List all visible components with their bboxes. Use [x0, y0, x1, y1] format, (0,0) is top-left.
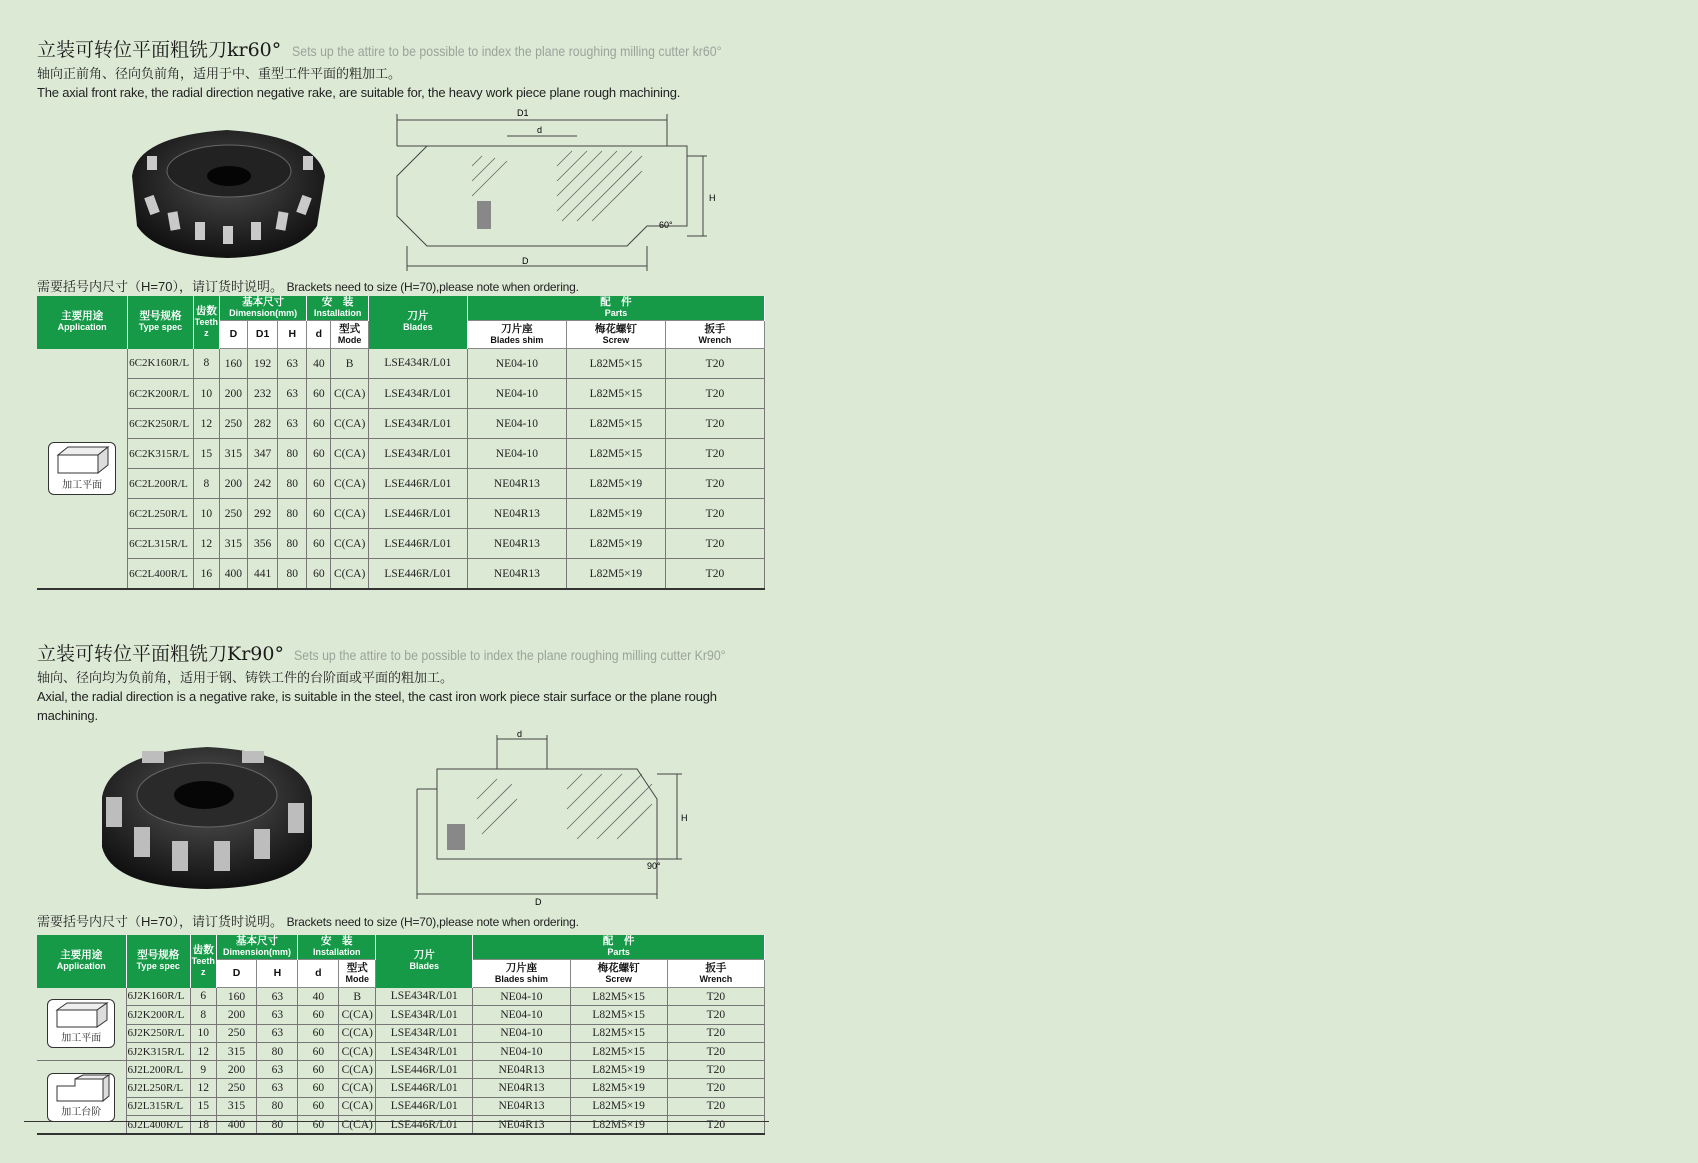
- table-cell: 6C2K200R/L: [128, 379, 194, 409]
- table-cell: 6J2K160R/L: [126, 988, 190, 1006]
- table-cell: 16: [193, 559, 219, 590]
- table-cell: 80: [257, 1116, 298, 1135]
- table-cell: C(CA): [331, 499, 369, 529]
- col-H: H: [257, 960, 298, 988]
- col-blades: 刀片 Blades: [376, 935, 473, 988]
- col-screw: 梅花螺钉 Screw: [570, 960, 667, 988]
- col-D: D: [219, 321, 247, 349]
- table-cell: T20: [665, 349, 764, 379]
- table-row: [37, 1006, 765, 1024]
- table-cell: NE04-10: [467, 409, 566, 439]
- table-cell: C(CA): [331, 409, 369, 439]
- table-cell: T20: [667, 1024, 764, 1042]
- table-cell: NE04-10: [473, 988, 570, 1006]
- table-cell: NE04-10: [467, 349, 566, 379]
- col-installation: 安 装 Installation: [307, 296, 369, 321]
- table-cell: LSE434R/L01: [376, 988, 473, 1006]
- table-cell: 40: [307, 349, 331, 379]
- table-cell: 10: [190, 1024, 216, 1042]
- table-cell: 60: [307, 439, 331, 469]
- table-cell: 6: [190, 988, 216, 1006]
- col-mode: 型式 Mode: [331, 321, 369, 349]
- table-cell: 60: [307, 409, 331, 439]
- description-cn: 轴向正前角、径向负前角，适用于中、重型工件平面的粗加工。: [37, 66, 402, 81]
- table-cell: LSE434R/L01: [376, 1006, 473, 1024]
- table-cell: L82M5×15: [570, 1042, 667, 1060]
- table-cell: 232: [247, 379, 277, 409]
- table-cell: 200: [219, 379, 247, 409]
- table-cell: 6J2L400R/L: [126, 1116, 190, 1135]
- table-cell: 6C2L400R/L: [128, 559, 194, 590]
- col-shim: 刀片座 Blades shim: [473, 960, 570, 988]
- table-cell: 250: [216, 1024, 257, 1042]
- table-cell: 6C2K250R/L: [128, 409, 194, 439]
- table-cell: 60: [307, 529, 331, 559]
- order-note: [37, 278, 767, 296]
- application-cell: [37, 349, 128, 590]
- col-teeth: 齿数 Teeth z: [193, 296, 219, 349]
- order-note-en: Brackets need to size (H=70),please note when ordering.: [286, 280, 579, 294]
- table-cell: LSE446R/L01: [376, 1079, 473, 1097]
- col-shim: 刀片座 Blades shim: [467, 321, 566, 349]
- table-cell: C(CA): [339, 1042, 376, 1060]
- table-cell: B: [331, 349, 369, 379]
- table-cell: 200: [219, 469, 247, 499]
- table-cell: C(CA): [339, 1061, 376, 1079]
- table-cell: 8: [190, 1006, 216, 1024]
- description-en: The axial front rake, the radial direction negative rake, are suitable for, the heavy work piece plane rough machining.: [37, 85, 681, 100]
- cutter-photo-kr60: [117, 116, 337, 266]
- table-cell: T20: [667, 1061, 764, 1079]
- table-cell: L82M5×15: [566, 409, 665, 439]
- col-type: 型号规格 Type spec: [126, 935, 190, 988]
- table-cell: NE04R13: [473, 1061, 570, 1079]
- table-cell: NE04-10: [467, 439, 566, 469]
- table-cell: NE04R13: [473, 1079, 570, 1097]
- table-cell: 347: [247, 439, 277, 469]
- col-H: H: [278, 321, 307, 349]
- label-angle: 90°: [647, 861, 661, 871]
- table-cell: 80: [278, 499, 307, 529]
- col-parts: 配 件 Parts: [473, 935, 765, 960]
- table-cell: 60: [298, 1061, 339, 1079]
- table-cell: L82M5×19: [570, 1097, 667, 1115]
- table-cell: 80: [278, 559, 307, 590]
- order-note: [37, 913, 767, 931]
- table-cell: 60: [298, 1079, 339, 1097]
- col-installation: 安 装 Installation: [298, 935, 376, 960]
- table-row: [37, 1097, 765, 1115]
- table-cell: 80: [257, 1097, 298, 1115]
- table-cell: LSE434R/L01: [368, 409, 467, 439]
- col-screw: 梅花螺钉 Screw: [566, 321, 665, 349]
- table-cell: 8: [193, 469, 219, 499]
- table-cell: NE04R13: [467, 529, 566, 559]
- table-cell: T20: [665, 439, 764, 469]
- table-row: [37, 349, 765, 379]
- table-cell: C(CA): [339, 1006, 376, 1024]
- table-cell: L82M5×19: [570, 1079, 667, 1097]
- table-cell: LSE446R/L01: [368, 529, 467, 559]
- table-cell: C(CA): [331, 469, 369, 499]
- table-row: [37, 379, 765, 409]
- table-cell: 200: [216, 1061, 257, 1079]
- label-H: H: [681, 813, 688, 823]
- table-cell: 250: [219, 499, 247, 529]
- table-row: [37, 529, 765, 559]
- col-blades: 刀片 Blades: [368, 296, 467, 349]
- table-cell: C(CA): [339, 1116, 376, 1135]
- col-wrench: 扳手 Wrench: [667, 960, 764, 988]
- table-cell: 250: [219, 409, 247, 439]
- table-cell: NE04R13: [473, 1116, 570, 1135]
- spec-table-kr60: [37, 296, 765, 590]
- table-cell: 60: [298, 1116, 339, 1135]
- table-cell: LSE434R/L01: [368, 349, 467, 379]
- table-cell: 315: [216, 1097, 257, 1115]
- table-cell: 6C2K160R/L: [128, 349, 194, 379]
- table-cell: 400: [219, 559, 247, 590]
- table-cell: 60: [307, 379, 331, 409]
- table-cell: 400: [216, 1116, 257, 1135]
- table-cell: 6J2L200R/L: [126, 1061, 190, 1079]
- col-wrench: 扳手 Wrench: [665, 321, 764, 349]
- table-cell: 200: [216, 1006, 257, 1024]
- table-cell: NE04-10: [473, 1006, 570, 1024]
- table-cell: 6J2K250R/L: [126, 1024, 190, 1042]
- col-application: 主要用途 Application: [37, 296, 128, 349]
- table-cell: T20: [665, 559, 764, 590]
- table-row: [37, 439, 765, 469]
- table-cell: 10: [193, 499, 219, 529]
- figures: [37, 729, 767, 911]
- section-kr90: [37, 640, 767, 1135]
- table-cell: NE04-10: [473, 1024, 570, 1042]
- order-note-cn: 需要括号内尺寸（H=70），请订货时说明。: [37, 279, 283, 294]
- face-machining-icon: [47, 999, 115, 1048]
- table-cell: 60: [298, 1042, 339, 1060]
- table-cell: LSE446R/L01: [368, 469, 467, 499]
- table-cell: LSE446R/L01: [376, 1061, 473, 1079]
- cutter-drawing-kr60: [387, 106, 757, 276]
- table-cell: 250: [216, 1079, 257, 1097]
- table-cell: L82M5×19: [566, 529, 665, 559]
- table-cell: T20: [665, 379, 764, 409]
- table-row: [37, 1061, 765, 1079]
- table-cell: LSE434R/L01: [368, 379, 467, 409]
- table-cell: 160: [219, 349, 247, 379]
- bottom-rule: [24, 1121, 769, 1122]
- label-D1: D1: [517, 108, 529, 118]
- table-cell: C(CA): [331, 559, 369, 590]
- table-row: [37, 559, 765, 590]
- application-cell-face: [37, 988, 126, 1061]
- table-cell: 12: [193, 529, 219, 559]
- table-cell: 441: [247, 559, 277, 590]
- table-cell: 18: [190, 1116, 216, 1135]
- app-label: 加工平面: [62, 479, 103, 491]
- table-cell: C(CA): [339, 1024, 376, 1042]
- col-D: D: [216, 960, 257, 988]
- table-cell: 63: [278, 379, 307, 409]
- table-cell: LSE434R/L01: [376, 1042, 473, 1060]
- table-cell: 6J2K315R/L: [126, 1042, 190, 1060]
- table-cell: C(CA): [331, 439, 369, 469]
- table-cell: B: [339, 988, 376, 1006]
- col-mode: 型式 Mode: [339, 960, 376, 988]
- label-D: D: [522, 256, 529, 266]
- table-cell: 6J2L315R/L: [126, 1097, 190, 1115]
- table-cell: L82M5×19: [566, 559, 665, 590]
- col-dimension: 基本尺寸 Dimension(mm): [219, 296, 307, 321]
- label-D: D: [535, 897, 542, 907]
- table-cell: L82M5×15: [566, 349, 665, 379]
- title-en: Sets up the attire to be possible to index the plane roughing milling cutter kr60°: [291, 43, 722, 59]
- table-cell: 315: [219, 529, 247, 559]
- table-cell: C(CA): [331, 379, 369, 409]
- table-cell: 80: [257, 1042, 298, 1060]
- table-cell: LSE434R/L01: [368, 439, 467, 469]
- title-cn: 立装可转位平面粗铣刀Kr90°: [37, 643, 284, 665]
- cutter-photo-kr90: [92, 737, 322, 897]
- face-machining-icon: [48, 442, 116, 495]
- table-cell: NE04R13: [467, 499, 566, 529]
- section-kr60: [37, 36, 767, 590]
- description-en: Axial, the radial direction is a negative rake, is suitable in the steel, the cast iron work piece stair surface or the plane rough machining.: [37, 689, 717, 723]
- table-cell: L82M5×19: [566, 499, 665, 529]
- col-D1: D1: [247, 321, 277, 349]
- table-cell: 40: [298, 988, 339, 1006]
- table-cell: 63: [257, 1024, 298, 1042]
- col-application: 主要用途 Application: [37, 935, 126, 988]
- table-cell: 6J2L250R/L: [126, 1079, 190, 1097]
- table-cell: 63: [278, 409, 307, 439]
- table-row: [37, 499, 765, 529]
- table-cell: 80: [278, 439, 307, 469]
- table-cell: LSE434R/L01: [376, 1024, 473, 1042]
- title-cn: 立装可转位平面粗铣刀kr60°: [37, 39, 282, 61]
- table-cell: L82M5×15: [566, 439, 665, 469]
- table-cell: 315: [219, 439, 247, 469]
- table-cell: NE04R13: [473, 1097, 570, 1115]
- table-cell: 292: [247, 499, 277, 529]
- table-cell: 15: [193, 439, 219, 469]
- table-row: [37, 409, 765, 439]
- table-row: [37, 1042, 765, 1060]
- table-cell: 60: [307, 499, 331, 529]
- table-cell: T20: [665, 469, 764, 499]
- table-cell: C(CA): [339, 1097, 376, 1115]
- order-note-cn: 需要括号内尺寸（H=70），请订货时说明。: [37, 914, 283, 929]
- table-cell: L82M5×19: [570, 1061, 667, 1079]
- table-cell: L82M5×19: [566, 469, 665, 499]
- table-cell: 60: [298, 1006, 339, 1024]
- step-machining-icon: [47, 1073, 115, 1122]
- table-cell: LSE446R/L01: [376, 1116, 473, 1135]
- section-title: [37, 640, 767, 668]
- app-label-step: 加工台阶: [61, 1106, 102, 1118]
- table-cell: T20: [667, 1042, 764, 1060]
- table-cell: T20: [667, 988, 764, 1006]
- table-cell: 63: [278, 349, 307, 379]
- app-label-face: 加工平面: [61, 1033, 102, 1045]
- label-H: H: [709, 193, 716, 203]
- table-cell: L82M5×19: [570, 1116, 667, 1135]
- table-cell: 6C2L200R/L: [128, 469, 194, 499]
- table-cell: 192: [247, 349, 277, 379]
- table-cell: 6J2K200R/L: [126, 1006, 190, 1024]
- application-cell-step: [37, 1061, 126, 1135]
- spec-table-kr90: [37, 935, 765, 1135]
- table-cell: L82M5×15: [570, 1024, 667, 1042]
- table-cell: 6C2K315R/L: [128, 439, 194, 469]
- table-cell: 80: [278, 469, 307, 499]
- col-parts: 配 件 Parts: [467, 296, 764, 321]
- table-cell: L82M5×15: [570, 1006, 667, 1024]
- table-cell: 63: [257, 1079, 298, 1097]
- table-cell: T20: [667, 1097, 764, 1115]
- cutter-drawing-kr90: [407, 729, 747, 909]
- table-cell: 60: [307, 469, 331, 499]
- table-cell: 9: [190, 1061, 216, 1079]
- table-cell: 315: [216, 1042, 257, 1060]
- table-cell: NE04R13: [467, 469, 566, 499]
- table-cell: 63: [257, 1061, 298, 1079]
- table-cell: C(CA): [339, 1079, 376, 1097]
- table-cell: 12: [190, 1042, 216, 1060]
- col-type: 型号规格 Type spec: [128, 296, 194, 349]
- order-note-en: Brackets need to size (H=70),please note when ordering.: [286, 915, 579, 929]
- table-cell: T20: [667, 1006, 764, 1024]
- table-cell: 242: [247, 469, 277, 499]
- table-cell: 80: [278, 529, 307, 559]
- table-cell: LSE446R/L01: [376, 1097, 473, 1115]
- table-cell: 160: [216, 988, 257, 1006]
- table-cell: NE04-10: [473, 1042, 570, 1060]
- table-cell: 12: [190, 1079, 216, 1097]
- col-d: d: [307, 321, 331, 349]
- table-cell: 6C2L315R/L: [128, 529, 194, 559]
- table-cell: NE04R13: [467, 559, 566, 590]
- table-cell: 63: [257, 988, 298, 1006]
- col-dimension: 基本尺寸 Dimension(mm): [216, 935, 298, 960]
- table-row: [37, 1116, 765, 1135]
- table-row: [37, 1024, 765, 1042]
- table-cell: L82M5×15: [566, 379, 665, 409]
- figures: [37, 106, 767, 276]
- col-teeth: 齿数 Teeth z: [190, 935, 216, 988]
- table-cell: 15: [190, 1097, 216, 1115]
- table-cell: 282: [247, 409, 277, 439]
- title-en: Sets up the attire to be possible to index the plane roughing milling cutter Kr90°: [294, 647, 727, 663]
- table-cell: T20: [667, 1079, 764, 1097]
- table-cell: LSE446R/L01: [368, 559, 467, 590]
- table-row: [37, 469, 765, 499]
- table-cell: 60: [298, 1024, 339, 1042]
- description-cn: 轴向、径向均为负前角，适用于钢、铸铁工件的台阶面或平面的粗加工。: [37, 670, 454, 685]
- col-d: d: [298, 960, 339, 988]
- table-cell: T20: [665, 409, 764, 439]
- table-cell: T20: [665, 529, 764, 559]
- table-row: [37, 1079, 765, 1097]
- table-cell: 10: [193, 379, 219, 409]
- label-d: d: [517, 729, 523, 739]
- table-cell: 63: [257, 1006, 298, 1024]
- table-row: [37, 988, 765, 1006]
- table-cell: C(CA): [331, 529, 369, 559]
- table-cell: 60: [298, 1097, 339, 1115]
- label-d: d: [537, 125, 543, 135]
- table-cell: 8: [193, 349, 219, 379]
- table-cell: T20: [667, 1116, 764, 1135]
- label-angle: 60°: [659, 220, 673, 230]
- table-cell: 12: [193, 409, 219, 439]
- table-cell: 6C2L250R/L: [128, 499, 194, 529]
- table-cell: NE04-10: [467, 379, 566, 409]
- table-cell: 356: [247, 529, 277, 559]
- table-cell: T20: [665, 499, 764, 529]
- table-cell: LSE446R/L01: [368, 499, 467, 529]
- table-cell: L82M5×15: [570, 988, 667, 1006]
- table-cell: 60: [307, 559, 331, 590]
- section-title: [37, 36, 767, 64]
